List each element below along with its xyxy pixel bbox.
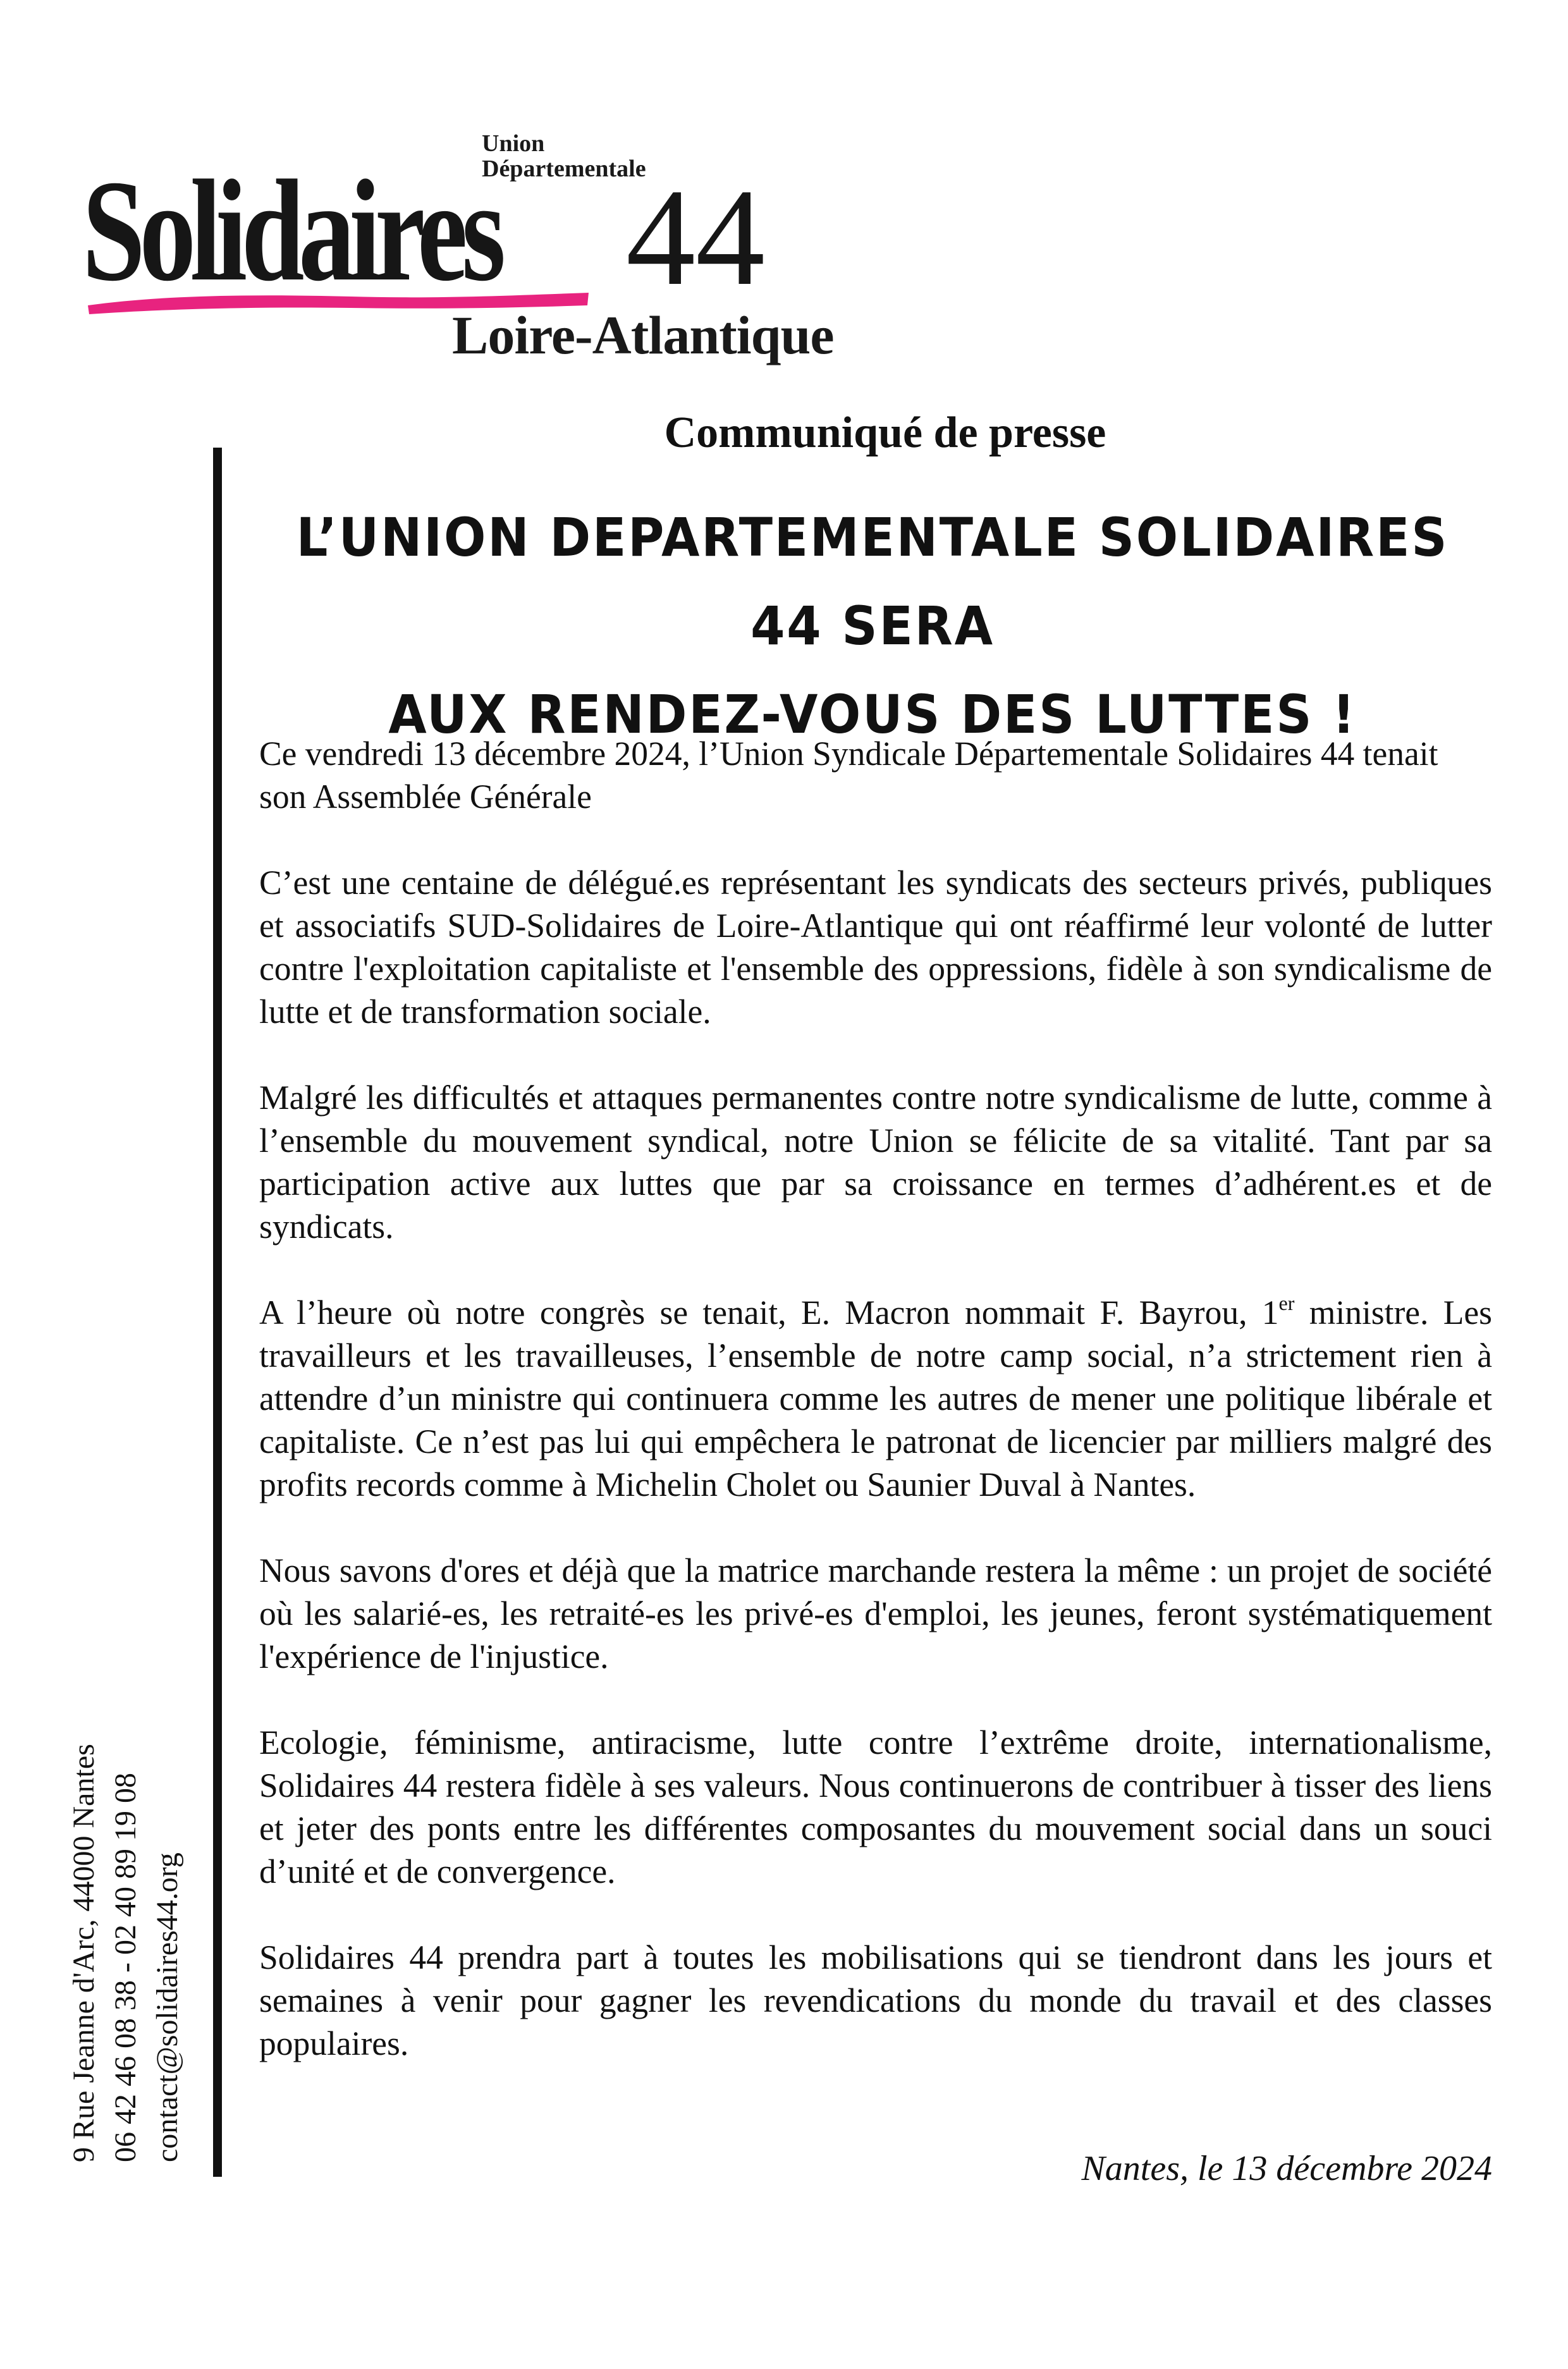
paragraph-6: Ecologie, féminisme, antiracisme, lutte contre l’extrême droite, internationalisme, Solidaires 44 restera fidèle à ses valeurs. Nous continuerons de contribuer à tisser des liens et jeter des ponts entre les différentes composantes du mouvement social dans un souci d’unité et de convergence. <box>259 1723 1492 1890</box>
logo-name: Solidaires <box>82 150 500 311</box>
contact-block <box>63 1530 188 2162</box>
logo-union-line1: Union <box>482 130 545 157</box>
paragraph-2: C’est une centaine de délégué.es représentant les syndicats des secteurs privés, publiques et associatifs SUD-Solidaires de Loire-Atlantique qui ont réaffirmé leur volonté de lutter contre l'exploitation capitaliste et l'ensemble des oppressions, fidèle à son syndicalisme de lutte et de transformation sociale. <box>259 864 1492 1031</box>
paragraph-3: Malgré les difficultés et attaques permanentes contre notre syndicalisme de lutte, comme à l’ensemble du mouvement syndical, notre Union se félicite de sa vitalité. Tant par sa participation active aux luttes que par sa croissance en termes d’adhérent.es et de syndicats. <box>259 1079 1492 1246</box>
press-release-body <box>259 732 1492 2108</box>
logo-union-label <box>482 131 646 181</box>
logo <box>82 123 834 376</box>
headline-line2: AUX RENDEZ-VOUS DES LUTTES ! <box>388 683 1357 745</box>
document-type: Communiqué de presse <box>664 408 1106 457</box>
contact-email: contact@solidaires44.org <box>150 1852 184 2162</box>
headline <box>285 493 1461 759</box>
side-divider <box>213 448 222 2177</box>
paragraph-4 <box>259 1291 1492 1506</box>
paragraph-4-superscript: er <box>1278 1292 1295 1314</box>
paragraph-1: Ce vendredi 13 décembre 2024, l’Union Syndicale Départementale Solidaires 44 tenait son Assemblée Générale <box>259 735 1438 816</box>
logo-union-line2: Départementale <box>482 156 646 182</box>
logo-region: Loire-Atlantique <box>452 305 834 365</box>
logo-number: 44 <box>626 160 765 314</box>
contact-address: 9 Rue Jeanne d'Arc, 44000 Nantes <box>67 1744 101 2162</box>
headline-line1: L’UNION DEPARTEMENTALE SOLIDAIRES 44 SERA <box>296 506 1449 657</box>
paragraph-4-part2: ministre. Les travailleurs et les travailleuses, l’ensemble de notre camp social, n’a strictement rien à attendre d’un ministre qui continuera comme les autres de mener une politique libérale et capitaliste. Ce n’est pas lui qui empêchera le patronat de licencier par milliers malgré des profits records comme à Michelin Cholet ou Saunier Duval à Nantes. <box>259 1294 1492 1503</box>
paragraph-5: Nous savons d'ores et déjà que la matrice marchande restera la même : un projet de société où les salarié-es, les retraité-es les privé-es d'emploi, les jeunes, feront systématiquement l'expérience de l'injustice. <box>259 1552 1492 1675</box>
signature-date: Nantes, le 13 décembre 2024 <box>1081 2149 1492 2188</box>
paragraph-7: Solidaires 44 prendra part à toutes les mobilisations qui se tiendront dans les jours et semaines à venir pour gagner les revendications du monde du travail et des classes populaires. <box>259 1938 1492 2062</box>
paragraph-4-part1: A l’heure où notre congrès se tenait, E. Macron nommait F. Bayrou, 1 <box>259 1294 1279 1331</box>
contact-phones: 06 42 46 08 38 - 02 40 89 19 08 <box>109 1773 142 2162</box>
